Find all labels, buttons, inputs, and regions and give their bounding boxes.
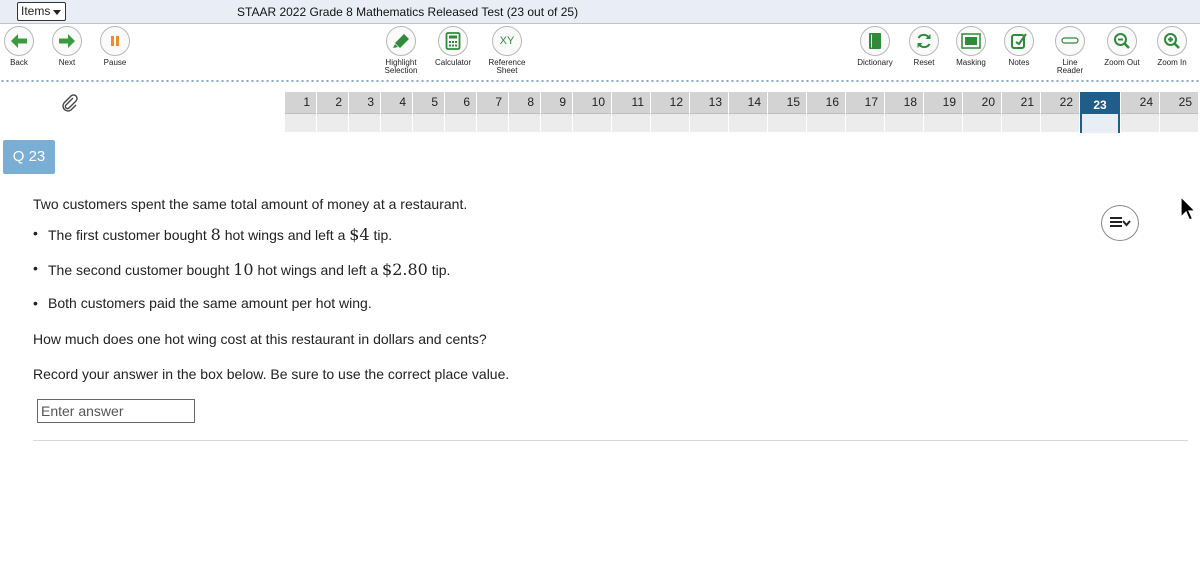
question-nav-number: 1 bbox=[285, 92, 316, 113]
question-nav-number: 19 bbox=[924, 92, 962, 113]
highlight-selection-button[interactable] bbox=[371, 26, 431, 75]
question-nav-number: 9 bbox=[541, 92, 572, 113]
line-reader-label-line2: Reader bbox=[1056, 66, 1084, 75]
next-label: Next bbox=[58, 58, 76, 67]
items-dropdown-label: Items bbox=[21, 4, 51, 18]
question-nav-item[interactable] bbox=[413, 92, 445, 132]
question-nav-number: 4 bbox=[381, 92, 412, 113]
question-nav-status bbox=[1041, 113, 1079, 132]
pause-icon bbox=[108, 34, 122, 48]
question-nav-item[interactable] bbox=[1041, 92, 1080, 132]
reference-label-line1: Reference bbox=[488, 58, 526, 67]
calculator-icon bbox=[445, 32, 461, 50]
question-nav-item[interactable] bbox=[924, 92, 963, 132]
calculator-label: Calculator bbox=[434, 58, 471, 67]
question-nav-item[interactable] bbox=[963, 92, 1002, 132]
question-nav-number: 13 bbox=[690, 92, 728, 113]
question-nav-status bbox=[317, 113, 348, 132]
question-nav-status bbox=[651, 113, 689, 132]
question-nav-status bbox=[1080, 114, 1120, 133]
masking-label: Masking bbox=[956, 58, 986, 67]
calculator-button[interactable] bbox=[423, 26, 483, 67]
question-nav-number: 15 bbox=[768, 92, 806, 113]
context-menu-button[interactable] bbox=[1101, 205, 1139, 241]
question-navigation bbox=[285, 92, 1199, 132]
line-reader-icon bbox=[1061, 36, 1079, 46]
answer-instructions: Record your answer in the box below. Be sure to use the correct place value. bbox=[33, 366, 510, 382]
zoom-in-label: Zoom In bbox=[1157, 58, 1187, 67]
math-number: 8 bbox=[210, 225, 221, 244]
question-nav-number: 6 bbox=[445, 92, 476, 113]
question-nav-number: 17 bbox=[846, 92, 884, 113]
question-nav-status bbox=[285, 113, 316, 132]
question-nav-status bbox=[541, 113, 572, 132]
question-nav-item[interactable] bbox=[317, 92, 349, 132]
toolbar-divider bbox=[0, 79, 1200, 83]
reference-label-line2: Sheet bbox=[496, 66, 518, 75]
question-nav-status bbox=[963, 113, 1001, 132]
question-nav-number: 12 bbox=[651, 92, 689, 113]
question-nav-number: 16 bbox=[807, 92, 845, 113]
question-nav-number: 23 bbox=[1080, 92, 1120, 114]
bullet-text: tip. bbox=[369, 227, 393, 243]
items-dropdown[interactable] bbox=[17, 2, 66, 21]
question-nav-number: 10 bbox=[573, 92, 611, 113]
question-nav-status bbox=[885, 113, 923, 132]
menu-list-icon bbox=[1109, 216, 1131, 230]
question-nav-item[interactable] bbox=[729, 92, 768, 132]
question-nav-status bbox=[381, 113, 412, 132]
question-nav-item[interactable] bbox=[509, 92, 541, 132]
paperclip-icon[interactable] bbox=[61, 94, 79, 117]
question-nav-item[interactable] bbox=[285, 92, 317, 132]
bullet-text: The first customer bought bbox=[48, 227, 211, 243]
question-nav-number: 8 bbox=[509, 92, 540, 113]
question-nav-status bbox=[768, 113, 806, 132]
dictionary-label: Dictionary bbox=[857, 58, 893, 67]
zoom-out-label: Zoom Out bbox=[1104, 58, 1140, 67]
question-nav-item[interactable] bbox=[807, 92, 846, 132]
question-nav-item[interactable] bbox=[690, 92, 729, 132]
question-nav-status bbox=[846, 113, 884, 132]
question-nav-status bbox=[690, 113, 728, 132]
question-nav-item[interactable] bbox=[477, 92, 509, 132]
refresh-icon bbox=[915, 32, 933, 50]
question-nav-item[interactable] bbox=[612, 92, 651, 132]
question-nav-status bbox=[924, 113, 962, 132]
question-nav-item[interactable] bbox=[1160, 92, 1199, 132]
masking-icon bbox=[961, 33, 981, 49]
question-nav-number: 18 bbox=[885, 92, 923, 113]
zoom-in-button[interactable] bbox=[1142, 26, 1200, 67]
question-nav-item[interactable] bbox=[1080, 92, 1121, 132]
question-nav-number: 20 bbox=[963, 92, 1001, 113]
question-nav-item[interactable] bbox=[349, 92, 381, 132]
answer-input[interactable] bbox=[37, 399, 195, 423]
highlighter-icon bbox=[391, 32, 411, 50]
reset-label: Reset bbox=[913, 58, 935, 67]
question-nav-number: 7 bbox=[477, 92, 508, 113]
question-intro: Two customers spent the same total amount of money at a restaurant. bbox=[33, 196, 468, 212]
question-nav-number: 24 bbox=[1121, 92, 1159, 113]
question-nav-status bbox=[413, 113, 444, 132]
toolbar bbox=[0, 24, 1200, 78]
question-nav-number: 11 bbox=[612, 92, 650, 113]
question-nav-status bbox=[807, 113, 845, 132]
question-nav-number: 14 bbox=[729, 92, 767, 113]
question-nav-number: 2 bbox=[317, 92, 348, 113]
question-nav-status bbox=[509, 113, 540, 132]
arrow-left-icon bbox=[9, 32, 29, 50]
highlight-label-line2: Selection bbox=[384, 66, 418, 75]
question-nav-item[interactable] bbox=[768, 92, 807, 132]
question-nav-status bbox=[1121, 113, 1159, 132]
mouse-cursor-icon bbox=[1180, 196, 1196, 229]
bullet-second-customer bbox=[48, 260, 450, 279]
question-nav-number: 5 bbox=[413, 92, 444, 113]
notes-icon bbox=[1010, 32, 1028, 50]
test-title: STAAR 2022 Grade 8 Mathematics Released Test (23 out of 25) bbox=[237, 5, 579, 19]
question-nav-number: 21 bbox=[1002, 92, 1040, 113]
question-nav-item[interactable] bbox=[1002, 92, 1041, 132]
math-number: 10 bbox=[233, 260, 254, 279]
question-nav-item[interactable] bbox=[1121, 92, 1160, 132]
question-nav-status bbox=[1002, 113, 1040, 132]
arrow-right-icon bbox=[57, 32, 77, 50]
back-label: Back bbox=[10, 58, 28, 67]
math-amount: $4 bbox=[349, 225, 370, 244]
question-nav-status bbox=[349, 113, 380, 132]
question-nav-item[interactable] bbox=[445, 92, 477, 132]
question-nav-item[interactable] bbox=[846, 92, 885, 132]
book-icon bbox=[867, 32, 883, 50]
question-nav-status bbox=[477, 113, 508, 132]
zoom-in-icon bbox=[1163, 32, 1181, 50]
question-nav-item[interactable] bbox=[541, 92, 573, 132]
pause-button[interactable] bbox=[85, 26, 145, 67]
question-nav-status bbox=[573, 113, 611, 132]
question-nav-item[interactable] bbox=[381, 92, 413, 132]
pause-label: Pause bbox=[103, 58, 127, 67]
question-nav-number: 22 bbox=[1041, 92, 1079, 113]
bullet-text: hot wings and left a bbox=[220, 227, 350, 243]
question-nav-item[interactable] bbox=[651, 92, 690, 132]
title-bar bbox=[0, 0, 1200, 24]
bullet-first-customer bbox=[48, 225, 392, 244]
line-reader-button[interactable] bbox=[1040, 26, 1100, 75]
reference-sheet-button[interactable] bbox=[477, 26, 537, 75]
question-nav-status bbox=[1160, 113, 1198, 132]
bullet-text: tip. bbox=[427, 262, 451, 278]
question-nav-number: 25 bbox=[1160, 92, 1198, 113]
bullet-text: The second customer bought bbox=[48, 262, 234, 278]
bullet-text: hot wings and left a bbox=[253, 262, 383, 278]
zoom-out-icon bbox=[1113, 32, 1131, 50]
question-nav-item[interactable] bbox=[885, 92, 924, 132]
bullet-same-price: • Both customers paid the same amount per hot wing. bbox=[48, 295, 372, 311]
highlight-label-line1: Highlight bbox=[385, 58, 417, 67]
question-nav-item[interactable] bbox=[573, 92, 612, 132]
reference-xy-icon: XY bbox=[499, 35, 515, 47]
notes-label: Notes bbox=[1008, 58, 1030, 67]
question-nav-status bbox=[445, 113, 476, 132]
content-divider bbox=[33, 440, 1188, 441]
question-prompt: How much does one hot wing cost at this restaurant in dollars and cents? bbox=[33, 331, 487, 347]
math-amount: $2.80 bbox=[382, 260, 428, 279]
question-nav-status bbox=[612, 113, 650, 132]
chevron-down-icon bbox=[53, 10, 61, 15]
question-nav-number: 3 bbox=[349, 92, 380, 113]
question-nav-status bbox=[729, 113, 767, 132]
question-number-badge: Q 23 bbox=[3, 140, 55, 174]
line-reader-label-line1: Line bbox=[1062, 58, 1078, 67]
